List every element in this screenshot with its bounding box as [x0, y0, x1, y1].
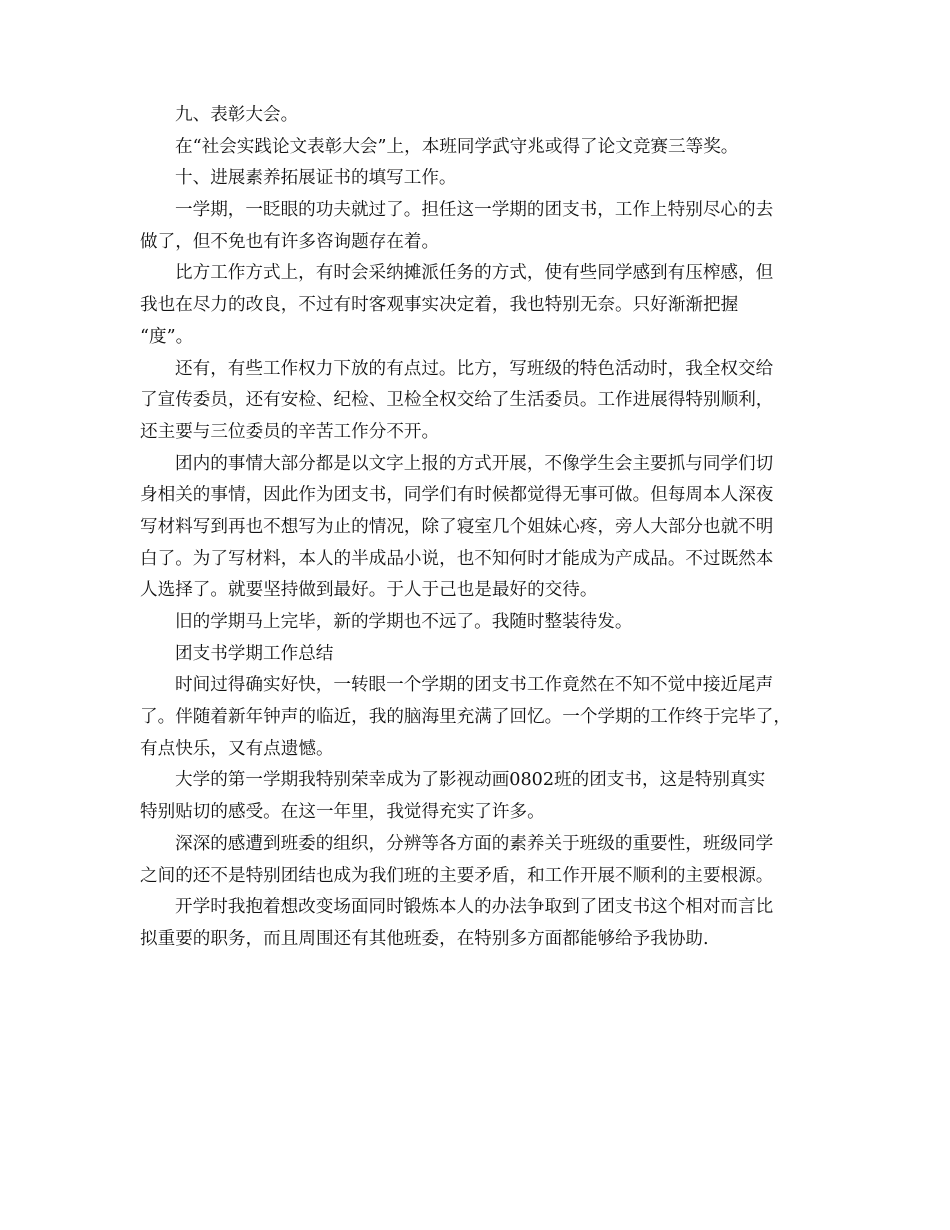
text-line: 身相关的事情，因此作为团支书，同学们有时候都觉得无事可做。但每周本人深夜 [140, 485, 774, 506]
text-line: 大学的第一学期我特别荣幸成为了影视动画0802班的团支书，这是特别真实 [175, 770, 766, 791]
text-line: 团支书学期工作总结 [175, 643, 334, 664]
text-line: 有点快乐，又有点遗憾。 [140, 738, 334, 759]
text-line: 白了。为了写材料，本人的半成品小说，也不知何时才能成为产成品。不过既然本 [140, 548, 774, 569]
text-line: 团内的事情大部分都是以文字上报的方式开展，不像学生会主要抓与同学们切 [175, 453, 774, 474]
text-line: 还有，有些工作权力下放的有点过。比方，写班级的特色活动时，我全权交给 [175, 358, 774, 379]
text-line: 拟重要的职务，而且周围还有其他班委，在特别多方面都能够给予我协助. [140, 928, 709, 949]
document-body [140, 100, 820, 956]
text-line: 人选择了。就要坚持做到最好。于人于己也是最好的交待。 [140, 580, 598, 601]
text-line: 特别贴切的感受。在这一年里，我觉得充实了许多。 [140, 802, 545, 823]
text-line: 深深的感遭到班委的组织，分辨等各方面的素养关于班级的重要性，班级同学 [175, 833, 774, 854]
text-line: 写材料写到再也不想写为止的情况，除了寝室几个姐妹心疼，旁人大部分也就不明 [140, 516, 774, 537]
text-line: 做了，但不免也有许多咨询题存在着。 [140, 231, 440, 252]
text-line: 开学时我抱着想改变场面同时锻炼本人的办法争取到了团支书这个相对而言比 [175, 897, 774, 918]
text-line: 还主要与三位委员的辛苦工作分不开。 [140, 421, 440, 442]
text-line: 十、进展素养拓展证书的填写工作。 [175, 168, 457, 189]
text-line: 了宣传委员，还有安检、纪检、卫检全权交给了生活委员。工作进展得特别顺利， [140, 390, 774, 411]
text-line: 旧的学期马上完毕，新的学期也不远了。我随时整装待发。 [175, 612, 633, 632]
text-line: “度”。 [140, 326, 194, 347]
text-line: 之间的还不是特别团结也成为我们班的主要矛盾，和工作开展不顺利的主要根源。 [140, 865, 774, 886]
text-line: 九、表彰大会。 [175, 105, 299, 125]
text-line: 一学期，一眨眼的功夫就过了。担任这一学期的团支书，工作上特别尽心的去 [175, 200, 774, 221]
text-line: 我也在尽力的改良，不过有时客观事实决定着，我也特别无奈。只好渐渐把握 [140, 295, 739, 316]
text-line: 了。伴随着新年钟声的临近，我的脑海里充满了回忆。一个学期的工作终于完毕了， [140, 707, 791, 728]
text-line: 比方工作方式上，有时会采纳摊派任务的方式，使有些同学感到有压榨感，但 [175, 263, 774, 284]
text-line: 时间过得确实好快，一转眼一个学期的团支书工作竟然在不知不觉中接近尾声 [175, 675, 774, 696]
text-line: 在“社会实践论文表彰大会”上，本班同学武守兆或得了论文竞赛三等奖。 [175, 136, 739, 157]
